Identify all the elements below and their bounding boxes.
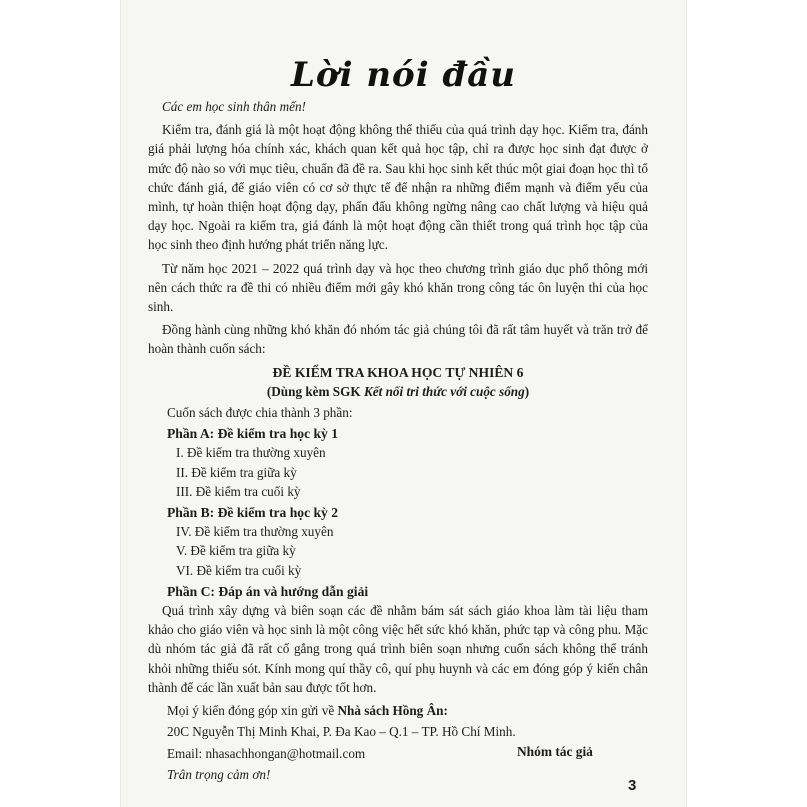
page-title: Lời nói đầu	[290, 55, 516, 95]
book-subtitle-prefix: (Dùng kèm SGK	[266, 383, 364, 399]
book-title: ĐỀ KIỂM TRA KHOA HỌC TỰ NHIÊN 6	[272, 364, 524, 380]
contact-intro: Mọi ý kiến đóng góp xin gửi về	[167, 703, 338, 719]
signature: Nhóm tác giả	[517, 744, 593, 759]
part-b-item-2: V. Đề kiểm tra giữa kỳ	[176, 543, 296, 559]
contact-line	[148, 701, 648, 720]
thanks-line: Trân trọng cảm ơn!	[167, 766, 271, 782]
part-a-heading: Phần A: Đề kiểm tra học kỳ 1	[167, 426, 339, 442]
book-subtitle-suffix: )	[524, 383, 530, 399]
division-intro: Cuốn sách được chia thành 3 phần:	[167, 405, 353, 421]
part-a-item-2: II. Đề kiểm tra giữa kỳ	[176, 464, 297, 480]
part-a-item-1: I. Đề kiểm tra thường xuyên	[176, 445, 326, 461]
part-a-item-3: III. Đề kiểm tra cuối kỳ	[176, 483, 301, 499]
page-body	[148, 97, 648, 786]
contact-email: Email: nhasachhongan@hotmail.com	[167, 745, 366, 761]
closing-paragraph: Quá trình xây dựng và biên soạn các đề nhằm bám sát sách giáo khoa làm tài liệu tham khảo cho giáo viên và học sinh là một công việc hết sức khó khăn, phức tạp và công phu. Mặc dù nhóm tác giả đã rất cố gắng trong quá trình biên soạn nhưng cuốn sách không thể tránh khỏi những thiếu sót. Kính mong quí thầy cô, quí phụ huynh và các em đóng góp ý kiến chân thành để các lần xuất bản sau được tốt hơn.	[148, 603, 648, 695]
book-subtitle-series: Kết nối tri thức với cuộc sống	[363, 383, 525, 399]
publisher-name: Nhà sách Hồng Ân	[337, 703, 444, 719]
intro-paragraph-2: Từ năm học 2021 – 2022 quá trình dạy và học theo chương trình giáo dục phổ thông mới nên cách thức ra đề thi có nhiều điểm mới gây khó khăn trong công tác ôn luyện thi của học sinh.	[148, 260, 648, 315]
part-b-item-3: VI. Đề kiểm tra cuối kỳ	[176, 562, 302, 578]
page-number: 3	[628, 777, 637, 794]
book-subtitle	[148, 382, 648, 401]
greeting: Các em học sinh thân mến!	[162, 99, 306, 114]
intro-paragraph-3: Đồng hành cùng những khó khăn đó nhóm tác giả chúng tôi đã rất tâm huyết và trăn trở để hoàn thành cuốn sách:	[148, 322, 648, 357]
part-c-heading: Phần C: Đáp án và hướng dẫn giải	[167, 583, 369, 599]
intro-paragraph-1: Kiểm tra, đánh giá là một hoạt động không thể thiếu của quá trình dạy học. Kiểm tra, đánh giá phải lượng hóa chính xác, khách quan kết quả học tập, chỉ ra được học sinh đạt được ở mức độ nào so với mục tiêu, chuẩn đã đề ra. Sau khi học sinh kết thúc một giai đoạn học thì tổ chức đánh giá, để giáo viên có cơ sở thực tế để nhận ra những điểm mạnh và điểm yếu của mình, tự hoàn thiện hoạt động dạy, phấn đấu không ngừng nâng cao chất lượng và hiệu quả dạy học. Ngoài ra kiểm tra, giá đánh là một hoạt động cần thiết trong quá trình học tập của học sinh theo định hướng phát triển năng lực.	[148, 122, 648, 253]
part-b-item-1: IV. Đề kiểm tra thường xuyên	[176, 524, 334, 540]
part-b-heading: Phần B: Đề kiểm tra học kỳ 2	[167, 505, 339, 521]
contact-address: 20C Nguyễn Thị Minh Khai, P. Đa Kao – Q.1 – TP. Hồ Chí Minh.	[167, 724, 516, 740]
publisher-suffix: :	[443, 703, 448, 719]
